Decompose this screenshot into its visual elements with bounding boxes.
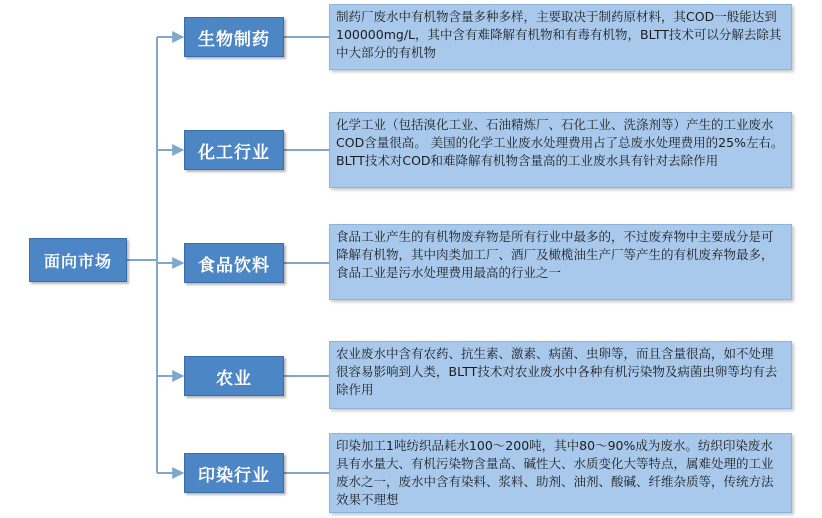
description-box-agriculture: 农业废水中含有农药、抗生素、激素、病菌、虫卵等，而且含量很高，如不处理很容易影响到人类，BLTT技术对农业废水中各种有机污染物及病菌虫卵等均有去除作用 bbox=[329, 341, 792, 409]
category-label: 印染行业 bbox=[198, 465, 270, 486]
category-label: 化工行业 bbox=[198, 142, 270, 163]
category-node-dyeing bbox=[184, 453, 284, 493]
category-node-pharma bbox=[184, 17, 284, 57]
description-box-chemical: 化学工业（包括溴化工业、石油精炼厂、石化工业、洗涤剂等）产生的工业废水COD含量很高。 美国的化学工业废水处理费用占了总废水处理费用的25%左右。 BLTT技术对COD和难降解有机物含量高的工业废水具有针对去除作用 bbox=[329, 112, 792, 188]
description-box-dyeing: 印染加工1吨纺织品耗水100～200吨，其中80～90%成为废水。纺织印染废水具有水量大、有机污染物含量高、碱性大、水质变化大等特点，属难处理的工业废水之一，废水中含有染料、浆料、助剂、油剂、酸碱、纤维杂质等，传统方法效果不理想 bbox=[329, 433, 792, 513]
category-node-chemical bbox=[184, 130, 284, 170]
category-node-food bbox=[184, 243, 284, 283]
root-label: 面向市场 bbox=[43, 251, 112, 271]
category-label: 农业 bbox=[216, 368, 252, 389]
description-box-pharma: 制药厂废水中有机物含量多种多样，主要取决于制药原材料，其COD一般能达到100000mg/L，其中含有难降解有机物和有毒有机物，BLTT技术可以分解去除其中大部分的有机物 bbox=[329, 4, 792, 70]
category-label: 生物制药 bbox=[198, 29, 270, 50]
category-node-agriculture bbox=[184, 356, 284, 396]
description-box-food: 食品工业产生的有机物废弃物是所有行业中最多的，不过废弃物中主要成分是可降解有机物，其中肉类加工厂、酒厂及橄榄油生产厂等产生的有机废弃物最多，食品工业是污水处理费用最高的行业之一 bbox=[329, 224, 792, 300]
category-label: 食品饮料 bbox=[198, 255, 270, 276]
root-node bbox=[29, 238, 127, 282]
